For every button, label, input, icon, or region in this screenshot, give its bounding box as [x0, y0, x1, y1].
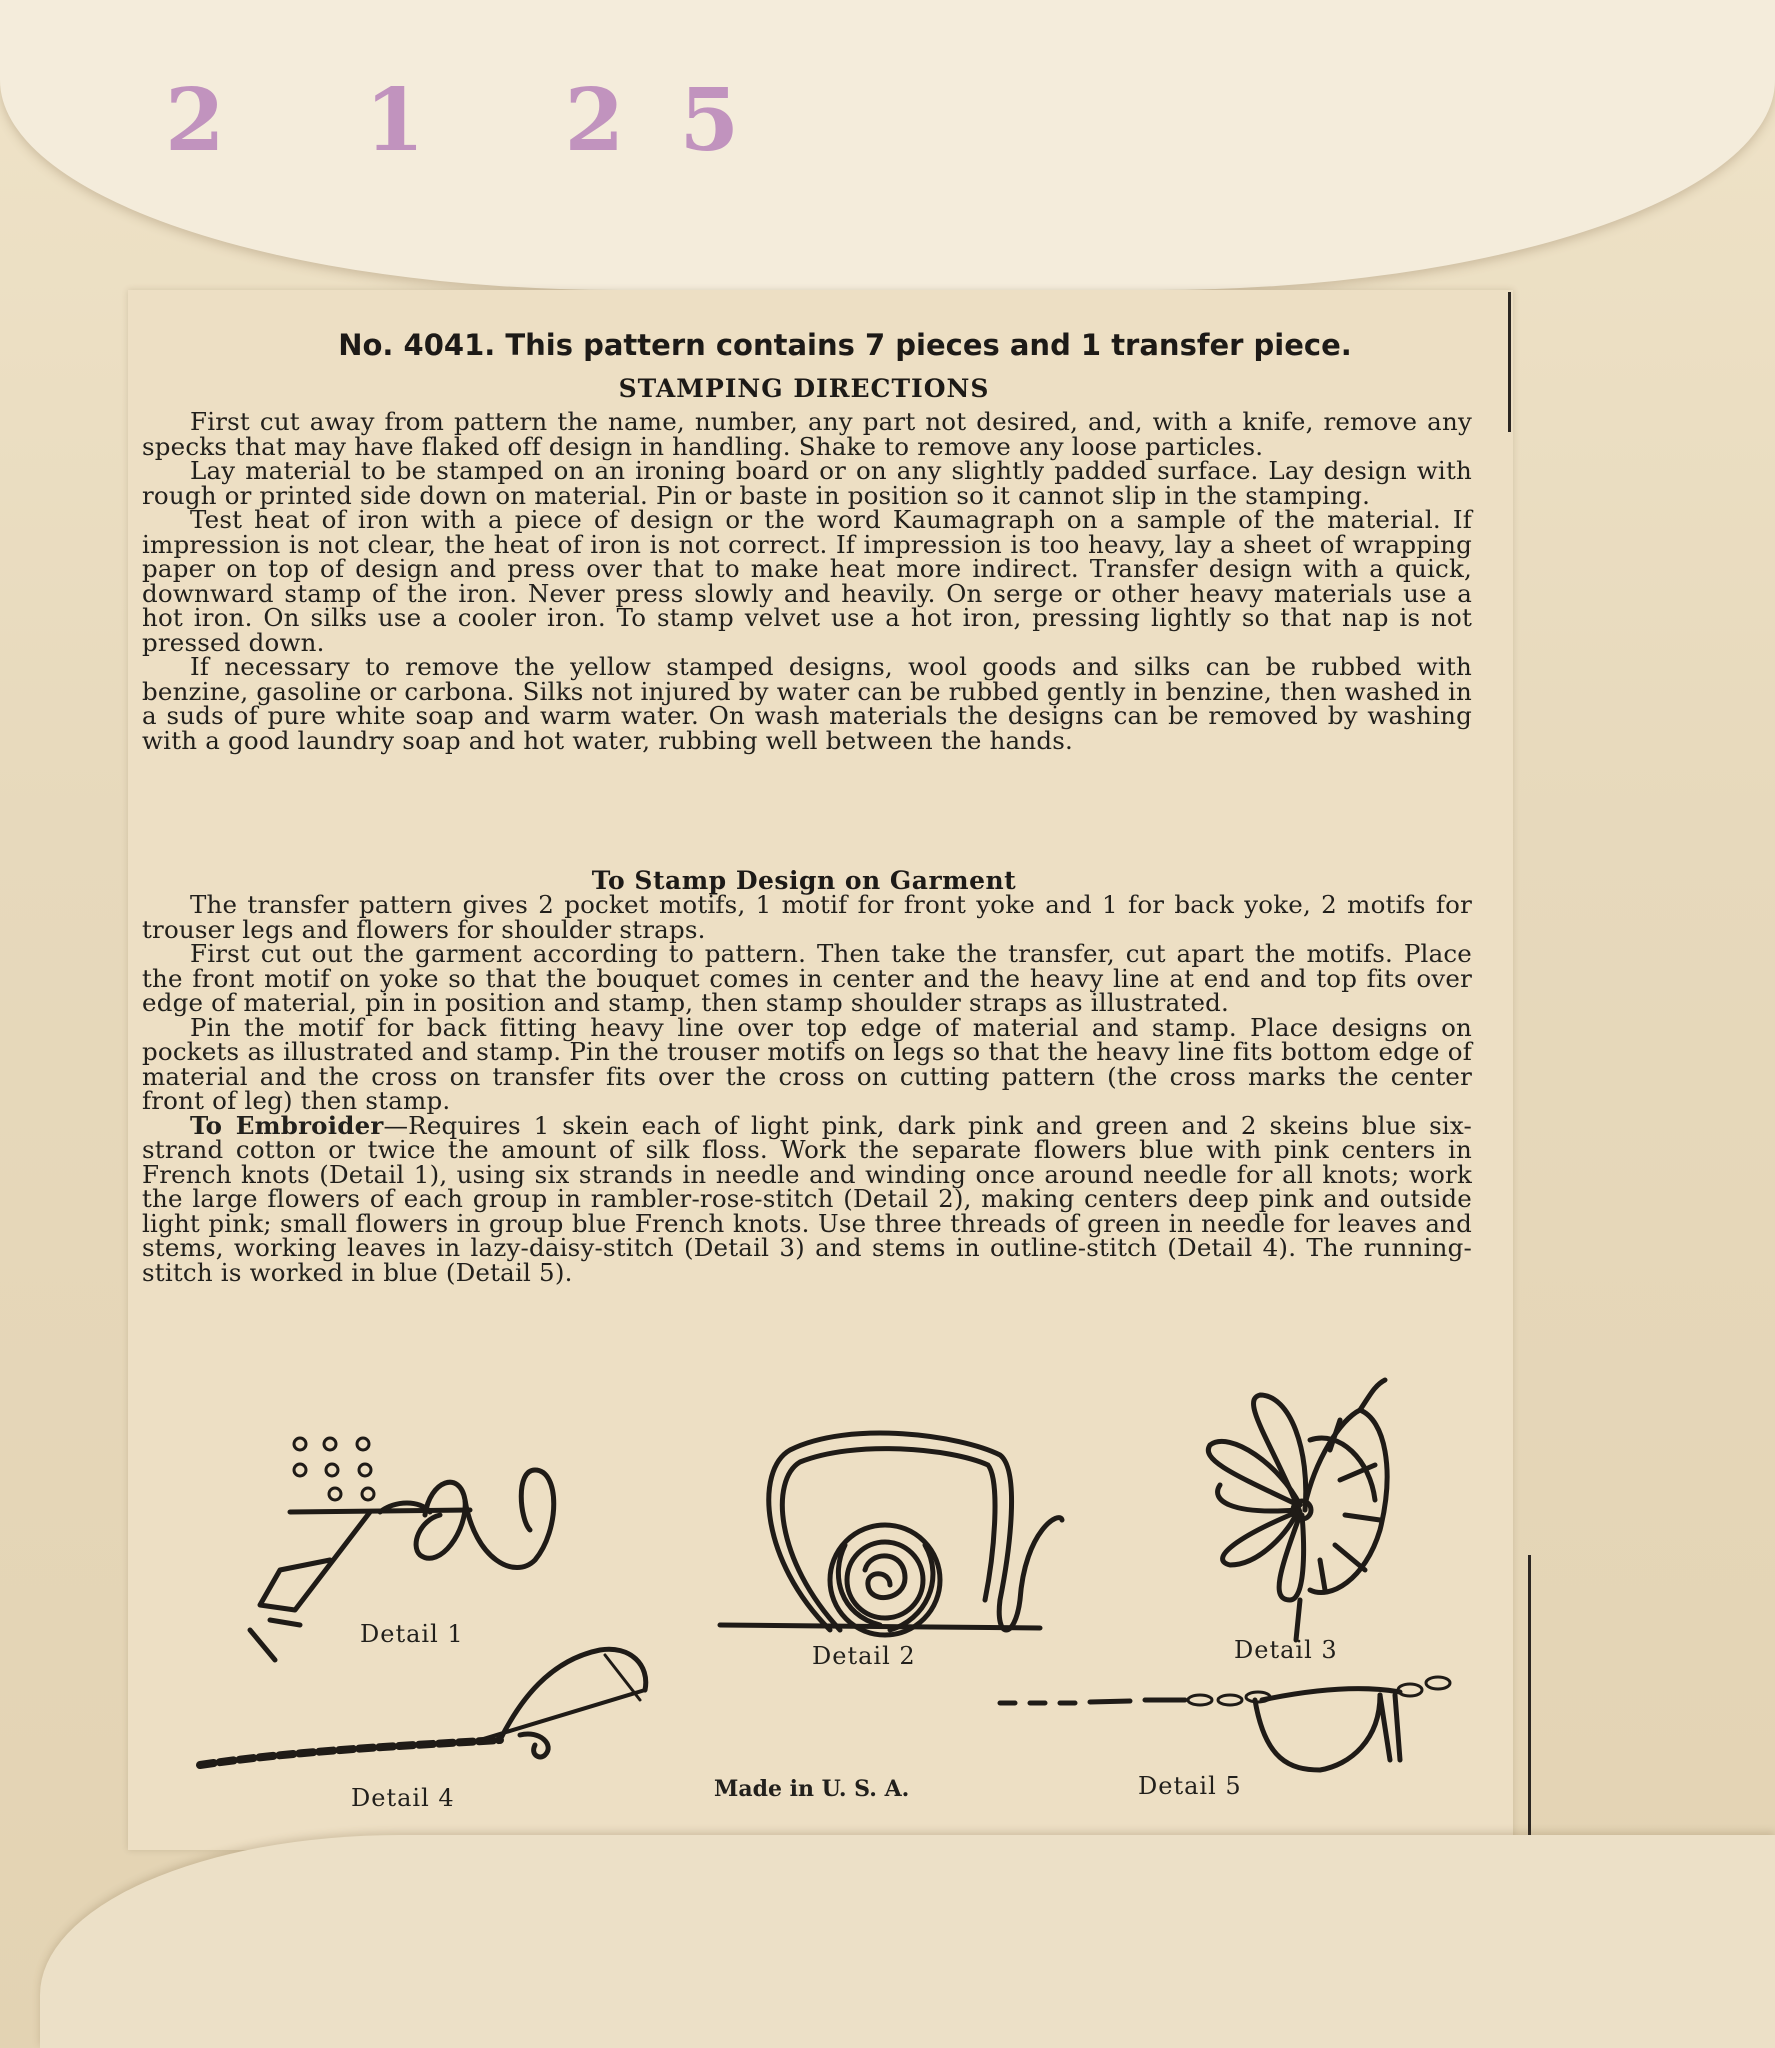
paragraph: If necessary to remove the yellow stamped designs, wool goods and silks can be rubbed with benzine, gasoline or carbona. Silks not injured by water can be rubbed gently in benzine, then washed in a suds of pure white soap and warm water. On wash materials the designs can be removed by washing with a good laundry soap and hot water, rubbing well between the hands. [142, 652, 1472, 755]
made-in-label: Made in U. S. A. [714, 1776, 910, 1802]
detail-4-illustration [200, 1649, 646, 1765]
detail-1-caption: Detail 1 [360, 1620, 464, 1648]
detail-4-caption: Detail 4 [351, 1784, 455, 1812]
paragraph: Pin the motif for back fitting heavy line over top edge of material and stamp. Place designs on pockets as illustrated and stamp. Pin the trouser motifs on legs so that the heavy line fits bottom edge of material and the cross on transfer fits over the cross on cutting pattern (the cross marks the center front of leg) then stamp. [142, 1012, 1472, 1115]
paragraph: Lay material to be stamped on an ironing board or on any slightly padded surface. Lay design with rough or printed side down on material. Pin or baste in position so it cannot slip in the stamping. [142, 456, 1472, 510]
detail-3-illustration [1208, 1380, 1387, 1640]
detail-5-illustration [1000, 1677, 1450, 1770]
stamped-number: 2 1 25 [165, 70, 795, 171]
paragraph: The transfer pattern gives 2 pocket motifs, 1 motif for front yoke and 1 for back yoke, 2 motifs for trouser legs and flowers for shoulder straps. [142, 890, 1472, 944]
page-title: No. 4041. This pattern contains 7 pieces and 1 transfer piece. [338, 328, 1352, 362]
paragraph: Test heat of iron with a piece of design or the word Kaumagraph on a sample of the material. If impression is not clear, the heat of iron is not correct. If impression is too heavy, lay a sheet of wrapping paper on top of design and press over that to make heat more indirect. Transfer design with a quick, downward stamp of the iron. Never press slowly and heavily. On serge or other heavy materials use a hot iron. On silks use a cooler iron. To stamp velvet use a hot iron, pressing lightly so that nap is not pressed down. [142, 505, 1472, 657]
detail-2-caption: Detail 2 [812, 1642, 916, 1670]
detail-3-caption: Detail 3 [1234, 1636, 1338, 1664]
paragraph: First cut away from pattern the name, number, any part not desired, and, with a knife, remove any specks that may have flaked off design in handling. Shake to remove any loose particles. [142, 407, 1472, 461]
embroider-text: —Requires 1 skein each of light pink, dark pink and green and 2 skeins blue six-strand cotton or twice the amount of silk floss. Work the separate flowers blue with pink centers in French knots (Detail 1), using six strands in needle and winding once around needle for all knots; work the large flowers of each group in rambler-rose-stitch (Detail 2), making centers deep pink and outside light pink; small flowers in group blue French knots. Use three threads of green in needle for leaves and stems, working leaves in lazy-daisy-stitch (Detail 3) and stems in outline-stitch (Detail 4). The running-stitch is worked in blue (Detail 5). [142, 1110, 1472, 1287]
embroider-lead: To Embroider [190, 1110, 384, 1140]
paragraph: First cut out the garment according to pattern. Then take the transfer, cut apart the motifs. Place the front motif on yoke so that the bouquet comes in center and the heavy line at end and top fits over edge of material, pin in position and stamp, then stamp shoulder straps as illustrated. [142, 939, 1472, 1017]
garment-heading: To Stamp Design on Garment [591, 866, 1017, 895]
detail-5-caption: Detail 5 [1138, 1772, 1242, 1800]
detail-2-illustration [720, 1433, 1062, 1635]
stamping-heading: STAMPING DIRECTIONS [618, 374, 990, 403]
envelope-bottom-flap [40, 1835, 1775, 2048]
